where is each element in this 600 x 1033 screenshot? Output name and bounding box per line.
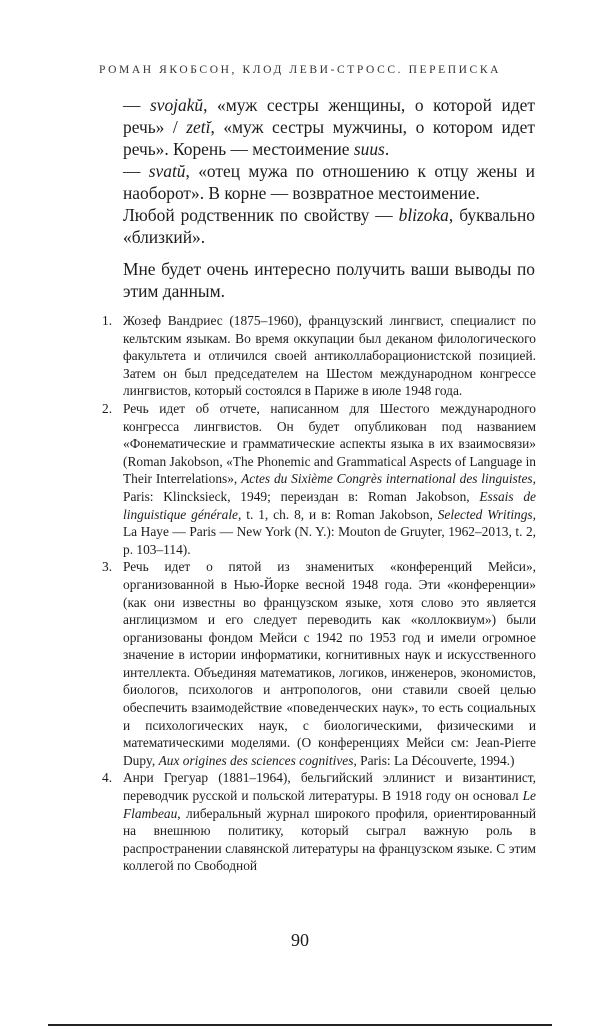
page-number: 90 [291,930,309,950]
footnote-number: 2. [102,400,113,416]
footnote-number: 4. [102,770,113,786]
footnote-4 [102,769,536,875]
footnote-number: 1. [102,313,113,328]
text-span: — [123,95,150,115]
text-span: — [123,161,149,181]
italic-term: zetĭ [186,117,211,137]
footnote-text: Жозеф Вандриес (1875–1960), французский лингвист, специалист по кельтским языкам. Во время оккупации был деканом филологического факультета и отличился своей антиколлаборационистской позицией. Затем он был председателем на Шестом международном конгрессе лингвистов, который состоялся в Париже в июле 1948 года. [123,313,536,399]
paragraph-svatu [123,160,535,204]
main-text [123,94,535,302]
paragraph-closing: Мне будет очень интересно получить ваши выводы по этим данным. [123,259,535,301]
footnote-number: 3. [102,559,113,575]
footnote-3 [102,558,536,769]
running-header: РОМАН ЯКОБСОН, КЛОД ЛЕВИ-СТРОСС. ПЕРЕПИСКА [99,64,501,76]
footnote-text: , t. 1, ch. 8, и в: Roman Jakobson, [238,506,438,522]
italic-title: Essais de linguistique générale [123,488,536,522]
italic-title: Aux origines des sciences cognitives [158,752,354,768]
italic-title: Selected Writings [437,506,533,522]
footnote-text: , Paris: Klincksieck, 1949; переиздан в: Roman Jakobson, [123,471,537,504]
italic-term: svojakŭ [149,95,204,115]
footnote-text: , Paris: La Découverte, 1994.) [353,752,515,768]
text-span: Любой родственник по свойству — [123,205,399,225]
italic-term: suus [353,139,385,159]
footnote-text: , либеральный журнал широкого профиля, ориентированный на внешнюю политику, который сыграл важную роль в распространении славянской литературы на французском языке. С этим коллегой по Свободной [123,805,536,874]
footnote-text: Речь идет об отчете, написанном для Шестого международного конгресса лингвистов. Он будет опубликован под названием «Фонематические и грамматические аспекты языка в их взаимосвязи» (Roman Jakobson, «The Phonemic and Grammatical Aspects of Language in Their Interrelations», [123,400,536,487]
paragraph-blizoka [123,204,535,248]
italic-title: Actes du Sixième Congrès international des linguistes [241,471,533,487]
footnote-2 [102,400,536,558]
text-span: . [384,139,390,159]
text-span: , «отец мужа по отношению к отцу жены и наоборот». В корне — возвратное местоимение. [123,161,535,203]
footnotes [102,312,536,875]
bottom-rule [48,1024,552,1026]
footnote-text: , La Haye — Paris — New York (N. Y.): Mouton de Gruyter, 1962–2013, t. 2, p. 103–114). [123,506,536,557]
text-span: , буквально «близкий». [123,205,535,247]
italic-title: Le Flambeau [123,788,536,821]
italic-term: svatŭ [148,161,186,181]
text-span: , «муж сестры женщины, о которой идет речь» / [123,95,535,137]
paragraph-svojaku [123,94,535,160]
footnote-text: Анри Грегуар (1881–1964), бельгийский эллинист и византинист, переводчик русской и польской литературы. В 1918 году он основал [123,770,536,804]
footnote-text: Речь идет о пятой из знаменитых «конференций Мейси», организованной в Нью-Йорке весной 1948 года. Эти «конференции» (как они известны во французском языке, хотя слово это является англицизмом и его следует переводить как «коллоквиум») были организованы фондом Мейси с 1942 по 1953 год и имели огромное значение в истории информатики, когнитивных наук и искусственного интеллекта. Объединяя математиков, логиков, инженеров, экономистов, биологов, психологов и антропологов, они ставили своей целью обеспечить взаимодействие «поведенческих наук», то есть социальных и психологических наук, с биологическими, физическими и математическими моделями. (О конференциях Мейси см: Jean-Pierre Dupy, [123,559,536,768]
footnote-1 [102,312,536,400]
italic-term: blizoka [398,205,449,225]
text-span: , «муж сестры мужчины, о котором идет речь». Корень — местоимение [123,117,535,159]
